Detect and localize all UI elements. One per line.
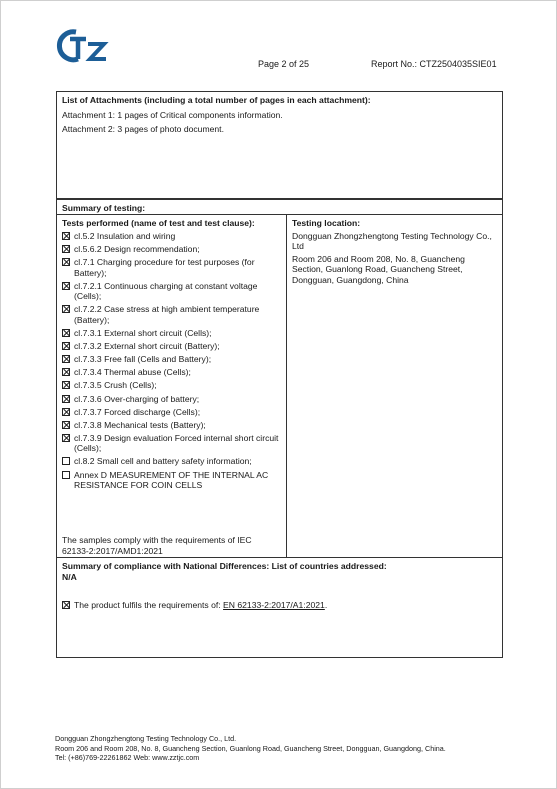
checkbox-checked-icon[interactable] — [62, 355, 70, 363]
test-item-label: cl.7.3.7 Forced discharge (Cells); — [74, 406, 201, 417]
test-item-label: cl.7.1 Charging procedure for test purposes (for Battery); — [74, 257, 255, 278]
test-item-label: cl.7.3.2 External short circuit (Battery); — [74, 341, 220, 352]
test-item-label: Annex D MEASUREMENT OF THE INTERNAL AC RESISTANCE FOR COIN CELLS — [74, 469, 269, 490]
test-item-label: cl.5.6.2 Design recommendation; — [74, 244, 200, 255]
checkbox-checked-icon[interactable] — [62, 381, 70, 389]
test-item — [62, 470, 281, 491]
tests-section — [56, 214, 287, 558]
location-company: Dongguan Zhongzhengtong Testing Technology Co., Ltd — [292, 230, 492, 251]
checkbox-checked-icon[interactable] — [62, 395, 70, 403]
test-item-label: cl.7.3.8 Mechanical tests (Battery); — [74, 419, 206, 430]
checkbox-checked-icon[interactable] — [62, 421, 70, 429]
checkbox-unchecked-icon[interactable] — [62, 471, 70, 479]
checkbox-checked-icon[interactable] — [62, 601, 70, 609]
footer-address: Room 206 and Room 208, No. 8, Guancheng Section, Guanlong Road, Guancheng Street, Dongguan, Guangdong, China. — [55, 743, 446, 753]
test-item — [62, 244, 281, 255]
checkbox-checked-icon[interactable] — [62, 329, 70, 337]
test-item — [62, 231, 281, 242]
test-item-label: cl.5.2 Insulation and wiring — [74, 231, 176, 242]
checkbox-checked-icon[interactable] — [62, 282, 70, 290]
report-number: Report No.: CTZ2504035SIE01 — [371, 59, 497, 69]
test-item — [62, 354, 281, 365]
test-item — [62, 341, 281, 352]
test-item-label: cl.7.3.4 Thermal abuse (Cells); — [74, 367, 191, 378]
test-item — [62, 433, 281, 454]
attachments-title: List of Attachments (including a total number of pages in each attachment): — [62, 95, 371, 105]
checkbox-checked-icon[interactable] — [62, 342, 70, 350]
checkbox-checked-icon[interactable] — [62, 258, 70, 266]
test-item-label: cl.7.3.9 Design evaluation Forced internal short circuit (Cells); — [74, 432, 279, 454]
checkbox-checked-icon[interactable] — [62, 434, 70, 442]
summary-title: Summary of testing: — [56, 199, 503, 215]
compliance-section — [56, 557, 503, 658]
ctz-logo — [56, 26, 110, 66]
attachment-line: Attachment 1: 1 pages of Critical components information. — [62, 109, 283, 120]
test-item-label: cl.7.3.6 Over-charging of battery; — [74, 393, 200, 404]
footer-contact: Tel: (+86)769-22261862 Web: www.zztjc.com — [55, 753, 200, 762]
fulfils-prefix: The product fulfils the requirements of: — [74, 600, 221, 610]
location-section — [286, 214, 503, 558]
test-item — [62, 257, 281, 278]
fulfils-suffix: . — [324, 600, 328, 610]
page-number: Page 2 of 25 — [258, 59, 310, 69]
tests-title: Tests performed (name of test and test clause): — [62, 218, 255, 228]
attachment-line: Attachment 2: 3 pages of photo document. — [62, 124, 224, 134]
test-item-label: cl.7.3.1 External short circuit (Cells); — [74, 328, 212, 339]
checkbox-checked-icon[interactable] — [62, 305, 70, 313]
test-item — [62, 367, 281, 378]
footer — [55, 734, 446, 763]
checkbox-unchecked-icon[interactable] — [62, 457, 70, 465]
test-item — [62, 456, 281, 467]
test-item-label: cl.7.3.5 Crush (Cells); — [74, 380, 157, 391]
checkbox-checked-icon[interactable] — [62, 408, 70, 416]
compliance-statement — [62, 600, 497, 611]
checkbox-checked-icon[interactable] — [62, 245, 70, 253]
attachments-section — [56, 91, 503, 199]
compliance-title: Summary of compliance with National Differences: List of countries addressed: — [62, 561, 387, 571]
test-item-label: cl.7.2.2 Case stress at high ambient temperature (Battery); — [74, 304, 260, 325]
footer-company: Dongguan Zhongzhengtong Testing Technology Co., Ltd. — [55, 734, 237, 743]
test-item — [62, 420, 281, 431]
test-item-label: cl.8.2 Small cell and battery safety information; — [74, 456, 252, 467]
standard-reference: EN 62133-2:2017/A1:2021 — [223, 600, 325, 610]
checkbox-checked-icon[interactable] — [62, 368, 70, 376]
compliance-value: N/A — [62, 571, 77, 582]
test-item — [62, 304, 281, 325]
test-item — [62, 394, 281, 405]
test-item-label: cl.7.3.3 Free fall (Cells and Battery); — [74, 354, 212, 365]
test-item — [62, 380, 281, 391]
test-item — [62, 407, 281, 418]
checkbox-checked-icon[interactable] — [62, 232, 70, 240]
test-list — [62, 231, 281, 490]
test-item — [62, 281, 281, 302]
conclusion-text: The samples comply with the requirements of IEC 62133-2:2017/AMD1:2021 — [62, 535, 252, 556]
location-title: Testing location: — [292, 218, 361, 228]
test-item-label: cl.7.2.1 Continuous charging at constant voltage (Cells); — [74, 280, 258, 302]
location-address: Room 206 and Room 208, No. 8, Guancheng Section, Guanlong Road, Guancheng Street, Dongguan, Guangdong, China — [292, 253, 465, 285]
test-item — [62, 328, 281, 339]
